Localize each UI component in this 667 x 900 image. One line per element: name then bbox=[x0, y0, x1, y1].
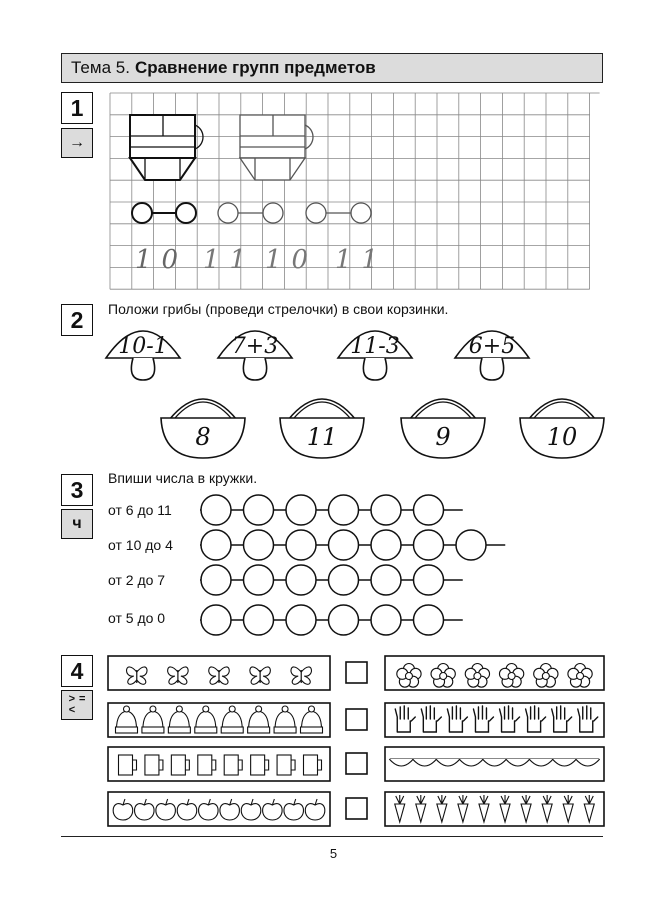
cart-base bbox=[130, 158, 195, 180]
apple-icon bbox=[199, 804, 219, 820]
task-4-number: 4 bbox=[61, 655, 93, 687]
basket-number: 8 bbox=[195, 423, 211, 451]
mug-icon bbox=[304, 755, 318, 775]
left-group-box bbox=[108, 703, 330, 737]
number-circle bbox=[286, 495, 316, 525]
apple-icon bbox=[156, 804, 176, 820]
task-2-instruction: Положи грибы (проведи стрелочки) в свои корзинки. bbox=[108, 301, 449, 317]
apple-icon bbox=[113, 804, 133, 820]
task-1-number: 1 bbox=[61, 92, 93, 124]
answer-box bbox=[346, 753, 367, 774]
footer-rule bbox=[61, 836, 603, 837]
task-2-number: 2 bbox=[61, 304, 93, 336]
basket-number: 11 bbox=[306, 423, 338, 451]
number-chains[interactable] bbox=[195, 490, 515, 640]
apple-icon bbox=[241, 804, 261, 820]
bead bbox=[351, 203, 371, 223]
task-3-sub: ч bbox=[61, 509, 93, 539]
answer-box bbox=[346, 798, 367, 819]
mushrooms-and-baskets[interactable] bbox=[100, 318, 620, 463]
mug-icon bbox=[145, 755, 159, 775]
apple-icon bbox=[135, 804, 155, 820]
number-circle bbox=[456, 530, 486, 560]
row-label-2: от 10 до 4 bbox=[108, 537, 173, 553]
cart-handle bbox=[195, 125, 203, 149]
bead bbox=[306, 203, 326, 223]
digit-sample: 11 bbox=[203, 245, 257, 275]
bead bbox=[263, 203, 283, 223]
number-circle bbox=[414, 565, 444, 595]
mushroom-stem bbox=[131, 358, 154, 380]
mushroom-expression: 7+3 bbox=[231, 334, 279, 359]
basket-number: 10 bbox=[546, 423, 578, 451]
number-circle bbox=[201, 605, 231, 635]
row-label-1: от 6 до 11 bbox=[108, 502, 172, 518]
number-circle bbox=[329, 605, 359, 635]
mushroom-stem bbox=[243, 358, 266, 380]
apple-icon bbox=[177, 804, 197, 820]
number-circle bbox=[244, 530, 274, 560]
topic-label: Тема 5. bbox=[71, 58, 130, 77]
number-circle bbox=[329, 495, 359, 525]
topic-title: Сравнение групп предметов bbox=[134, 58, 376, 77]
apple-icon bbox=[220, 804, 240, 820]
compare-signs-icon: > = < bbox=[61, 690, 93, 720]
mushroom-expression: 6+5 bbox=[468, 334, 516, 359]
digit-sample: 11 bbox=[335, 245, 389, 275]
answer-box bbox=[346, 709, 367, 730]
bead bbox=[132, 203, 152, 223]
number-circle bbox=[286, 530, 316, 560]
number-circle bbox=[414, 495, 444, 525]
mushroom-expression: 10-1 bbox=[118, 334, 168, 359]
number-circle bbox=[414, 605, 444, 635]
task-3-instruction: Впиши числа в кружки. bbox=[108, 470, 258, 486]
number-circle bbox=[286, 605, 316, 635]
digit-sample: 10 bbox=[135, 245, 189, 275]
mug-icon bbox=[251, 755, 265, 775]
number-circle bbox=[244, 605, 274, 635]
number-circle bbox=[414, 530, 444, 560]
number-circle bbox=[371, 495, 401, 525]
mug-icon bbox=[224, 755, 238, 775]
mug-icon bbox=[119, 755, 133, 775]
apple-icon bbox=[305, 804, 325, 820]
right-group-box bbox=[385, 703, 604, 737]
mug-icon bbox=[277, 755, 291, 775]
number-circle bbox=[244, 565, 274, 595]
number-circle bbox=[329, 565, 359, 595]
row-label-4: от 5 до 0 bbox=[108, 610, 166, 626]
mug-icon bbox=[171, 755, 185, 775]
bead bbox=[218, 203, 238, 223]
digit-sample: 10 bbox=[265, 245, 319, 275]
number-circle bbox=[201, 565, 231, 595]
answer-box bbox=[346, 662, 367, 683]
number-circle bbox=[371, 565, 401, 595]
mug-icon bbox=[198, 755, 212, 775]
number-circle bbox=[201, 495, 231, 525]
basket-number: 9 bbox=[435, 423, 451, 451]
number-circle bbox=[371, 605, 401, 635]
mushroom-expression: 11-3 bbox=[350, 334, 400, 359]
page-number: 5 bbox=[329, 846, 338, 861]
apple-icon bbox=[263, 804, 283, 820]
cart-base bbox=[240, 158, 305, 180]
mushroom-stem bbox=[480, 358, 503, 380]
task-1-arrow-icon: → bbox=[61, 128, 93, 158]
apple-icon bbox=[284, 804, 304, 820]
comparison-grid[interactable] bbox=[107, 654, 607, 834]
topic-header bbox=[61, 53, 603, 83]
left-group-box bbox=[108, 747, 330, 781]
row-label-3: от 2 до 7 bbox=[108, 572, 166, 588]
mushroom-stem bbox=[363, 358, 386, 380]
number-circle bbox=[286, 565, 316, 595]
task-1-grid[interactable] bbox=[110, 93, 603, 288]
bead bbox=[176, 203, 196, 223]
number-circle bbox=[244, 495, 274, 525]
number-circle bbox=[201, 530, 231, 560]
number-circle bbox=[329, 530, 359, 560]
task-3-number: 3 bbox=[61, 474, 93, 506]
number-circle bbox=[371, 530, 401, 560]
